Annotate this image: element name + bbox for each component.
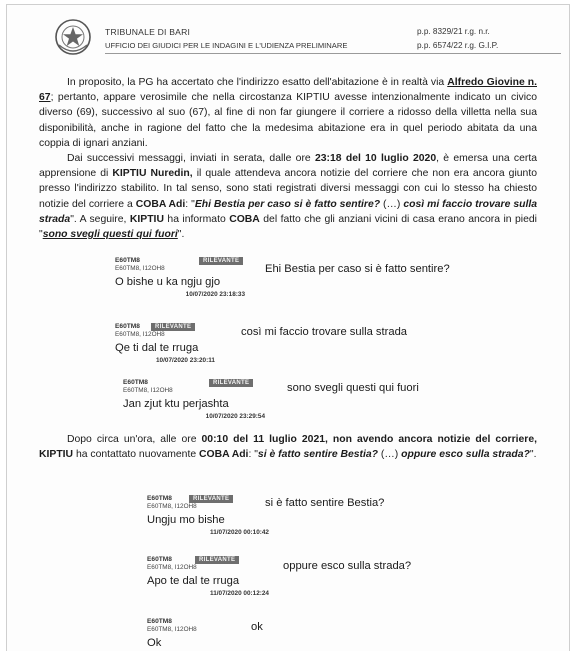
name-highlight: COBA <box>229 213 260 225</box>
text: ha contattato nuovamente <box>73 449 199 461</box>
text: del fatto che gli anziani vicini di casa erano ancora in piedi " <box>39 213 537 241</box>
text: il quale attendeva ancora notizie del corriere che non era ancora giunto presso l'indirizzo stabilito. In tal senso, sono stati registrati diversi messaggi con cui lo stesso ha chiesto notizie del corriere a <box>39 168 537 210</box>
message-item <box>147 556 269 597</box>
paragraph-messages-intro <box>39 151 537 242</box>
quote: sono svegli questi qui fuori <box>42 229 178 241</box>
message-timestamp: 10/07/2020 23:20:11 <box>156 357 215 364</box>
message-timestamp: 11/07/2020 00:10:42 <box>210 529 269 536</box>
header-divider <box>105 53 561 54</box>
relevance-badge: RILEVANTE <box>209 379 253 387</box>
translation-text: sono svegli questi qui fuori <box>287 382 419 394</box>
relevance-badge: RILEVANTE <box>151 323 195 331</box>
relevance-badge: RILEVANTE <box>195 556 239 564</box>
text: (…) <box>378 449 402 461</box>
message-timestamp: 11/07/2020 00:12:24 <box>210 590 269 597</box>
sender-id: E60TM8 <box>147 618 172 625</box>
translation-text: si è fatto sentire Bestia? <box>265 497 385 509</box>
sender-id: E60TM8 <box>115 257 140 264</box>
translation-text: Ehi Bestia per caso si è fatto sentire? <box>265 263 450 275</box>
message-item <box>115 257 245 298</box>
sender-id: E60TM8 <box>123 379 148 386</box>
text: ". <box>529 449 537 461</box>
recipient-ids: E60TM8, I12OH8 <box>147 626 197 633</box>
name-highlight: COBA Adi <box>199 449 249 461</box>
recipient-ids: E60TM8, I12OH8 <box>147 503 197 510</box>
relevance-badge: RILEVANTE <box>199 257 243 265</box>
paragraph-address <box>39 75 537 151</box>
recipient-ids: E60TM8, I12OH8 <box>147 564 197 571</box>
original-text: Ungju mo bishe <box>147 514 225 526</box>
italian-emblem-icon <box>53 17 93 57</box>
text: Dopo circa un'ora, alle ore <box>67 434 202 445</box>
time-highlight: 23:18 del 10 luglio 2020 <box>314 153 437 164</box>
text: ; pertanto, appare verosimile che nella circostanza KIPTIU avesse intenzionalmente indicato un civico diverso (69), successivo al suo (67), al fine di non far giungere il corriere a ridosso della villetta nella sua disponibilità, anche in ragione del fatto che la medesima abitazione era in quel periodo abitata da una coppia di ignari anziani. <box>39 92 537 149</box>
text: In proposito, la PG ha accertato che l'indirizzo esatto dell'abitazione è in realtà via <box>67 77 448 88</box>
text: : " <box>248 449 258 461</box>
time-highlight: 00:10 del 11 luglio 2021, non avendo ancora notizie del corriere, KIPTIU <box>39 434 538 461</box>
message-timestamp: 10/07/2020 23:29:54 <box>205 413 265 420</box>
text: Dai successivi messaggi, inviati in serata, dalle ore <box>67 153 315 164</box>
case-number-nr: p.p. 8329/21 r.g. n.r. <box>417 27 490 36</box>
message-timestamp: 10/07/2020 23:18:33 <box>185 291 245 298</box>
text: : " <box>185 198 195 210</box>
quote: così mi faccio trovare sulla strada <box>39 198 538 225</box>
relevance-badge: RILEVANTE <box>189 495 233 503</box>
original-text: Ok <box>147 637 162 649</box>
message-item <box>115 323 215 364</box>
name-highlight: KIPTIU Nuredin, <box>112 168 193 180</box>
text: ". <box>177 229 185 241</box>
text: (…) <box>380 198 404 210</box>
message-item <box>147 495 269 536</box>
sender-id: E60TM8 <box>147 495 172 502</box>
translation-text: oppure esco sulla strada? <box>283 560 412 572</box>
translation-text: così mi faccio trovare sulla strada <box>241 326 408 338</box>
address-highlight: Alfredo Giovine n. 67 <box>39 77 537 104</box>
message-item <box>123 379 265 420</box>
recipient-ids: E60TM8, I12OH8 <box>115 265 165 272</box>
recipient-ids: E60TM8, I12OH8 <box>123 387 173 394</box>
translation-text: ok <box>251 621 263 633</box>
name-highlight: COBA Adi <box>135 198 186 210</box>
document-header <box>53 17 561 61</box>
sender-id: E60TM8 <box>115 323 140 330</box>
court-name: TRIBUNALE DI BARI <box>105 27 191 37</box>
recipient-ids: E60TM8, I12OH8 <box>115 331 165 338</box>
message-item <box>147 618 197 650</box>
office-name: UFFICIO DEI GIUDICI PER LE INDAGINI E L'UDIENZA PRELIMINARE <box>105 41 348 50</box>
quote: si è fatto sentire Bestia? <box>257 449 379 461</box>
text: , è emersa una certa apprensione di <box>39 153 538 180</box>
text: ha informato <box>163 213 230 225</box>
text: ". A seguire, <box>70 213 130 225</box>
quote: oppure esco sulla strada? <box>401 449 530 461</box>
document-page <box>6 4 570 651</box>
paragraph-followup <box>39 432 537 462</box>
original-text: Jan zjut ktu perjashta <box>123 398 229 410</box>
original-text: Apo te dal te rruga <box>147 575 240 587</box>
original-text: O bishe u ka ngju gjo <box>115 276 221 288</box>
sender-id: E60TM8 <box>147 556 172 563</box>
case-number-gip: p.p. 6574/22 r.g. G.I.P. <box>417 41 499 50</box>
name-highlight: KIPTIU <box>129 213 164 225</box>
original-text: Qe ti dal te rruga <box>115 342 199 354</box>
quote: Ehi Bestia per caso si è fatto sentire? <box>194 198 381 210</box>
